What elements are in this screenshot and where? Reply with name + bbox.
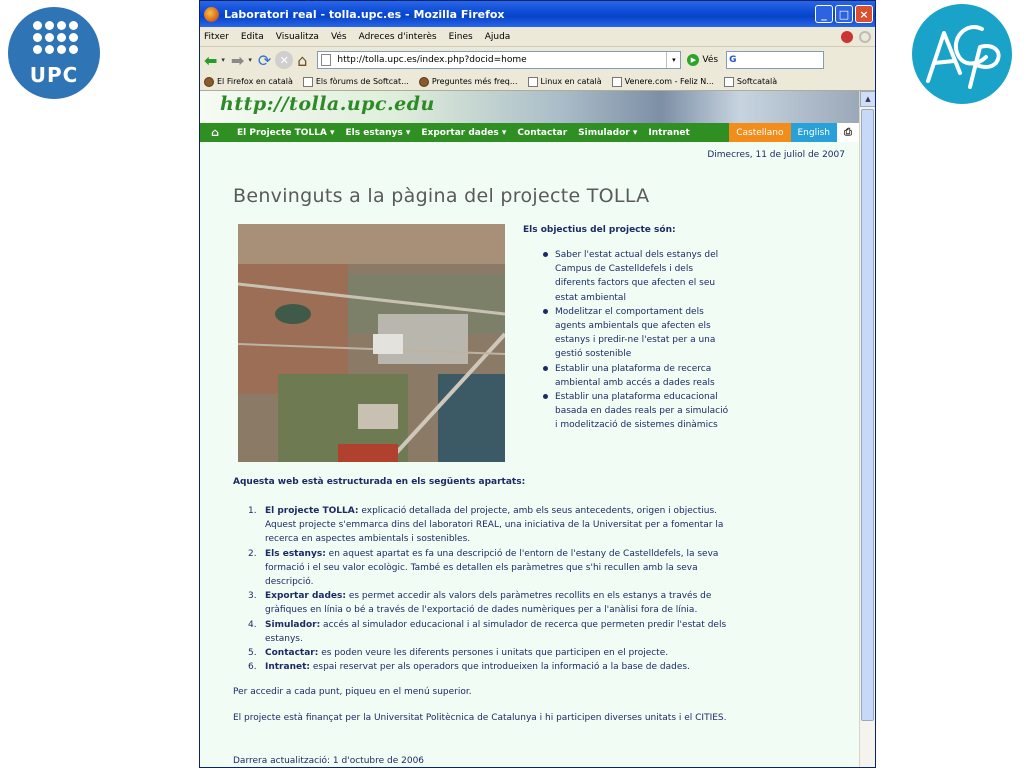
section-description: en aquest apartat es fa una descripció de l'entorn de l'estany de Castelldefels, la seva formació i el seu valor ecològic. També es detallen els paràmetres que s'hi recullen amb la seva descripció. xyxy=(265,548,719,588)
list-item xyxy=(248,618,738,646)
upc-logo-dots xyxy=(33,21,77,59)
nav-estanys[interactable]: Els estanys ▾ xyxy=(345,127,411,138)
page-content xyxy=(200,91,859,768)
page-icon xyxy=(724,77,734,87)
bookmark-label: Els fòrums de Softcat... xyxy=(315,77,409,86)
upc-logo xyxy=(8,7,100,99)
section-name: Contactar: xyxy=(265,648,319,659)
bookmark-label: Softcatalà xyxy=(736,77,778,86)
reload-icon[interactable]: ⟳ xyxy=(257,50,272,70)
page-icon xyxy=(528,77,538,87)
section-name: Intranet: xyxy=(265,662,310,673)
vertical-scrollbar[interactable] xyxy=(859,91,875,768)
bookmark-item[interactable] xyxy=(528,77,602,87)
menu-ves[interactable]: Vés xyxy=(330,31,347,42)
bookmarks-toolbar xyxy=(200,73,875,91)
bookmark-label: El Firefox en català xyxy=(217,77,293,86)
menu-eines[interactable]: Eines xyxy=(448,31,473,42)
bookmark-icon xyxy=(204,77,214,87)
menu-edita[interactable]: Edita xyxy=(240,31,264,42)
lang-english-link[interactable]: English xyxy=(791,123,838,142)
menu-fitxer[interactable]: Fitxer xyxy=(204,31,229,42)
navigation-toolbar xyxy=(200,47,875,73)
objectives-list xyxy=(540,248,730,433)
forward-arrow-icon[interactable]: ➡ xyxy=(230,50,245,70)
google-icon: G xyxy=(729,55,737,65)
section-name: Exportar dades: xyxy=(265,591,346,602)
list-item xyxy=(248,589,738,617)
list-item: Establir una plataforma de recerca ambiental amb accés a dades reals xyxy=(540,362,730,390)
url-dropdown-icon[interactable]: ▾ xyxy=(666,52,680,68)
browser-window xyxy=(199,0,876,768)
sections-list xyxy=(248,504,738,674)
throbber-icon xyxy=(859,31,871,43)
forward-dropdown-icon[interactable]: ▾ xyxy=(248,56,252,64)
bookmark-label: Preguntes més freq... xyxy=(431,77,518,86)
site-banner xyxy=(200,91,859,123)
search-input[interactable] xyxy=(726,51,824,69)
bookmark-label: Venere.com - Feliz N... xyxy=(624,77,714,86)
bookmark-item[interactable] xyxy=(612,77,714,87)
back-dropdown-icon[interactable]: ▾ xyxy=(221,56,225,64)
firefox-icon xyxy=(204,7,219,22)
scroll-thumb[interactable] xyxy=(861,109,874,721)
list-item: Saber l'estat actual dels estanys del Campus de Castelldefels i dels diferents factors que afecten el seu estat ambiental xyxy=(540,248,730,305)
url-text[interactable]: http://tolla.upc.es/index.php?docid=home xyxy=(337,55,527,65)
back-arrow-icon[interactable]: ⬅ xyxy=(204,50,218,70)
page-icon xyxy=(612,77,622,87)
lang-castellano-link[interactable]: Castellano xyxy=(729,123,790,142)
list-item: Modelitzar el comportament dels agents ambientals que afecten els estanys i predir-ne l'estat per a una gestió sostenible xyxy=(540,305,730,362)
maximize-button[interactable]: □ xyxy=(835,5,853,23)
section-description: accés al simulador educacional i al simulador de recerca que permeten predir l'estat dels estanys. xyxy=(265,619,727,644)
list-item xyxy=(248,660,738,674)
objectives-heading: Els objectius del projecte són: xyxy=(523,225,676,235)
status-icon xyxy=(841,31,853,43)
go-button[interactable] xyxy=(687,54,718,66)
list-item: Establir una plataforma educacional basada en dades reals per a simulació i modelització de sistemes dinàmics xyxy=(540,390,730,433)
minimize-button[interactable]: _ xyxy=(815,5,833,23)
nav-intranet[interactable]: Intranet xyxy=(648,127,690,138)
bookmark-item[interactable] xyxy=(303,77,409,87)
item-number: 1. xyxy=(248,506,257,516)
section-description: espai reservat per als operadors que introdueixen la informació a la base de dades. xyxy=(309,662,690,673)
last-update: Darrera actualització: 1 d'octubre de 2006 xyxy=(233,756,425,766)
menu-adreces[interactable]: Adreces d'interès xyxy=(358,31,437,42)
nav-simulador[interactable]: Simulador ▾ xyxy=(578,127,638,138)
go-label: Vés xyxy=(702,55,719,65)
current-date: Dimecres, 11 de juliol de 2007 xyxy=(707,150,845,160)
home-icon[interactable]: ⌂ xyxy=(297,50,308,70)
title-bar xyxy=(200,1,875,27)
upc-logo-text: UPC xyxy=(29,63,79,87)
funding-note: El projecte està finançat per la Universitat Politècnica de Catalunya i hi participen diverses unitats i el CITIES. xyxy=(233,713,727,723)
list-item xyxy=(248,547,738,590)
item-number: 5. xyxy=(248,648,257,659)
acp-logo xyxy=(910,3,1014,105)
item-number: 4. xyxy=(248,619,257,630)
list-item xyxy=(248,646,738,660)
nav-projecte[interactable]: El Projecte TOLLA ▾ xyxy=(237,127,335,138)
campus-aerial-photo xyxy=(238,224,505,462)
home-icon[interactable]: ⌂ xyxy=(211,126,219,139)
site-url-title: http://tolla.upc.edu xyxy=(220,93,435,115)
page-title: Benvinguts a la pàgina del projecte TOLLA xyxy=(233,185,650,207)
nav-exportar[interactable]: Exportar dades ▾ xyxy=(421,127,507,138)
bookmark-label: Linux en català xyxy=(540,77,602,86)
bookmark-item[interactable] xyxy=(419,77,518,87)
go-arrow-icon: ▶ xyxy=(687,54,699,66)
bookmark-item[interactable] xyxy=(204,77,293,87)
close-button[interactable]: × xyxy=(855,5,873,23)
page-icon xyxy=(303,77,313,87)
section-description: es permet accedir als valors dels paràmetres recollits en els estanys a través de gràfiques en línia o bé a través de l'exportació de dades numèriques per a l'anàlisi fora de línia. xyxy=(265,591,712,616)
section-description: es poden veure les diferents persones i unitats que participen en el projecte. xyxy=(318,648,669,659)
item-number: 6. xyxy=(248,662,257,673)
address-bar[interactable] xyxy=(317,51,681,69)
nav-contactar[interactable]: Contactar xyxy=(517,127,568,138)
window-title: Laboratori real - tolla.upc.es - Mozilla Firefox xyxy=(224,7,505,21)
menu-visualitza[interactable]: Visualitza xyxy=(275,31,319,42)
item-number: 3. xyxy=(248,591,257,602)
page-icon xyxy=(321,54,331,66)
section-name: Els estanys: xyxy=(265,548,326,559)
bookmark-icon xyxy=(419,77,429,87)
section-name: Simulador: xyxy=(265,619,321,630)
stop-icon[interactable]: ✕ xyxy=(275,51,293,69)
section-description: explicació detallada del projecte, amb els seus antecedents, origen i objectius. Aquest projecte s'emmarca dins del laboratori REAL, una iniciativa de la Universitat per a fomentar la recerca en aspectes ambientals i sostenibles. xyxy=(265,506,724,545)
bookmark-item[interactable] xyxy=(724,77,777,87)
structure-heading: Aquesta web està estructurada en els següents apartats: xyxy=(233,477,526,487)
scroll-up-icon[interactable]: ▲ xyxy=(860,91,876,107)
item-number: 2. xyxy=(248,548,257,559)
menu-ajuda[interactable]: Ajuda xyxy=(484,31,511,42)
section-name: El projecte TOLLA: xyxy=(265,506,359,516)
print-icon[interactable]: ⎙ xyxy=(837,123,859,142)
site-nav-bar xyxy=(200,123,859,142)
menu-bar xyxy=(200,27,875,47)
access-note: Per accedir a cada punt, piqueu en el menú superior. xyxy=(233,687,472,697)
list-item xyxy=(248,504,738,547)
